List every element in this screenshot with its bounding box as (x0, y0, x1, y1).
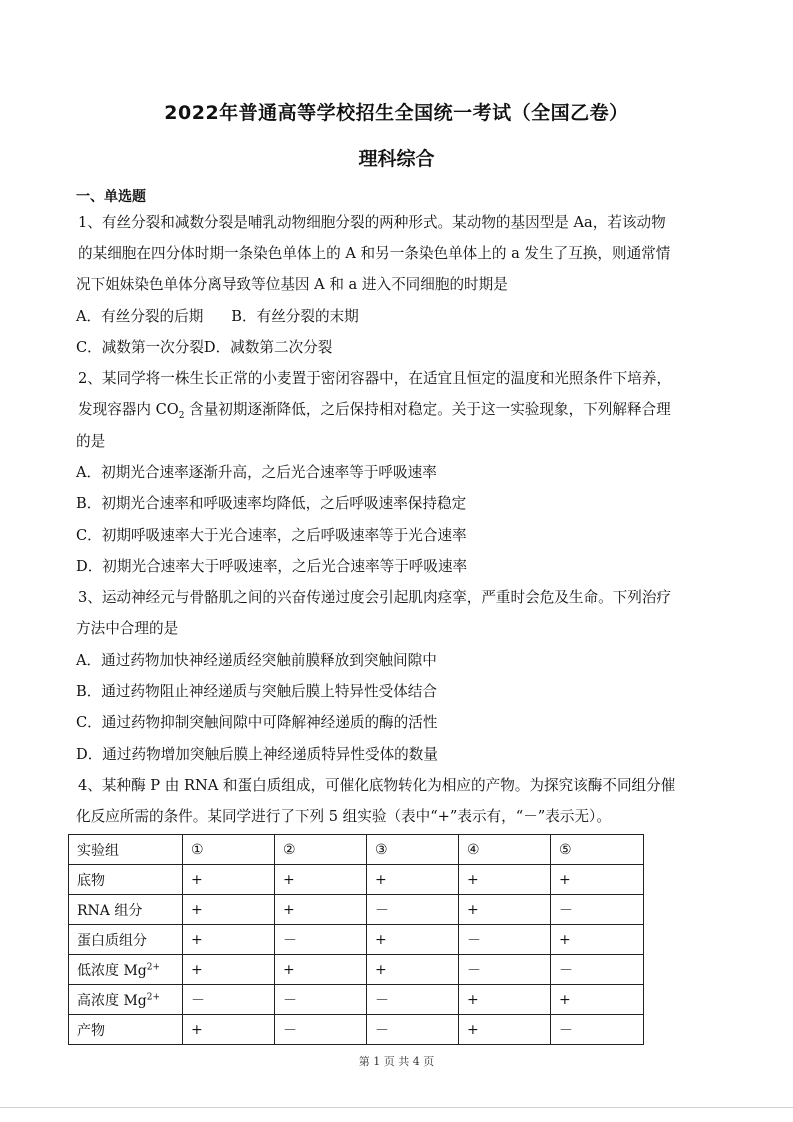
table-cell: + (275, 865, 367, 895)
table-header-cell: 实验组 (69, 835, 183, 865)
table-cell: + (183, 1015, 275, 1045)
table-header-cell: ② (275, 835, 367, 865)
exam-title: 2022年普通高等学校招生全国统一考试（全国乙卷） (164, 102, 629, 124)
row-label (69, 955, 183, 985)
table-cell: － (275, 925, 367, 955)
table-cell: + (551, 865, 644, 895)
q1-options-row2 (76, 338, 332, 358)
table-cell: － (367, 1015, 459, 1045)
table-cell: － (459, 925, 551, 955)
q2-stem-line2-post: 含量初期逐渐降低，之后保持相对稳定。关于这一实验现象，下列解释合理 (184, 401, 671, 418)
table-row (69, 985, 644, 1015)
table-cell: － (367, 985, 459, 1015)
q3-option-b[interactable]: B．通过药物阻止神经递质与突触后膜上特异性受体结合 (76, 683, 437, 700)
q2-stem-line2-pre: 发现容器内 CO (78, 401, 179, 418)
q2-stem-line1: 2、某同学将一株生长正常的小麦置于密闭容器中，在适宜且恒定的温度和光照条件下培养， (78, 370, 672, 387)
q4-stem-line2: 化反应所需的条件。某同学进行了下列 5 组实验（表中“+”表示有，“－”表示无）。 (76, 808, 611, 825)
q3-option-d[interactable]: D．通过药物增加突触后膜上神经递质特异性受体的数量 (76, 746, 438, 763)
table-header-cell: ⑤ (551, 835, 644, 865)
table-row (69, 955, 644, 985)
table-cell: + (367, 955, 459, 985)
table-header-row (69, 835, 644, 865)
table-cell: + (183, 955, 275, 985)
row-label-text: 产物 (77, 1022, 105, 1039)
table-cell: + (183, 925, 275, 955)
row-label (69, 1015, 183, 1045)
q2-option-c[interactable]: C．初期呼吸速率大于光合速率，之后呼吸速率等于光合速率 (76, 527, 467, 544)
experiment-table (68, 834, 644, 1045)
table-cell: － (275, 985, 367, 1015)
q2-stem-line2 (78, 400, 671, 426)
table-header-cell: ③ (367, 835, 459, 865)
q2-stem-line3: 的是 (76, 433, 106, 450)
table-cell: + (367, 865, 459, 895)
table-cell: + (367, 925, 459, 955)
q3-stem-line1: 3、运动神经元与骨骼肌之间的兴奋传递过度会引起肌肉痉挛，严重时会危及生命。下列治疗 (78, 589, 672, 606)
q2-option-a[interactable]: A．初期光合速率逐渐升高，之后光合速率等于呼吸速率 (76, 464, 437, 481)
q1-option-a[interactable]: A．有丝分裂的后期 (76, 308, 204, 325)
table-cell: + (275, 895, 367, 925)
row-label-sup: 2+ (146, 961, 161, 972)
q1-option-b[interactable]: B．有丝分裂的末期 (231, 308, 359, 325)
table-cell: － (367, 895, 459, 925)
q1-option-c[interactable]: C．减数第一次分裂 (76, 339, 204, 356)
q1-option-d[interactable]: D．减数第二次分裂 (203, 339, 333, 356)
table-row (69, 895, 644, 925)
table-cell: + (459, 865, 551, 895)
q2-co2-subscript: 2 (178, 410, 185, 421)
row-label-text: 蛋白质组分 (77, 932, 147, 949)
table-cell: － (275, 1015, 367, 1045)
row-label-text: 低浓度 Mg (77, 962, 147, 979)
q3-stem-line2: 方法中合理的是 (76, 620, 179, 637)
q2-option-d[interactable]: D．初期光合速率大于呼吸速率，之后光合速率等于呼吸速率 (76, 558, 468, 575)
row-label (69, 925, 183, 955)
table-cell: + (551, 925, 644, 955)
table-row (69, 925, 644, 955)
table-cell: + (275, 955, 367, 985)
table-cell: + (459, 895, 551, 925)
table-header-cell: ① (183, 835, 275, 865)
table-row (69, 865, 644, 895)
q1-stem-line3: 况下姐妹染色单体分离导致等位基因 A 和 a 进入不同细胞的时期是 (76, 276, 508, 293)
q3-option-a[interactable]: A．通过药物加快神经递质经突触前膜释放到突触间隙中 (76, 652, 437, 669)
section-heading: 一、单选题 (76, 189, 146, 205)
table-cell: + (459, 1015, 551, 1045)
q1-stem-line2: 的某细胞在四分体时期一条染色单体上的 A 和另一条染色单体上的 a 发生了互换，则通常情 (78, 245, 671, 262)
exam-subtitle: 理科综合 (358, 148, 435, 170)
table-cell: － (551, 895, 644, 925)
table-cell: + (551, 985, 644, 1015)
row-label-sup: 2+ (146, 991, 161, 1002)
q1-options-row1 (76, 307, 359, 327)
table-cell: + (183, 895, 275, 925)
row-label-text: RNA 组分 (77, 902, 143, 919)
table-header-cell: ④ (459, 835, 551, 865)
row-label-text: 高浓度 Mg (77, 992, 147, 1009)
table-cell: － (183, 985, 275, 1015)
q2-option-b[interactable]: B．初期光合速率和呼吸速率均降低，之后呼吸速率保持稳定 (76, 495, 467, 512)
table-cell: － (551, 955, 644, 985)
table-cell: + (459, 985, 551, 1015)
q3-option-c[interactable]: C．通过药物抑制突触间隙中可降解神经递质的酶的活性 (76, 714, 438, 731)
q4-stem-line1: 4、某种酶 P 由 RNA 和蛋白质组成，可催化底物转化为相应的产物。为探究该酶不同组分催 (78, 777, 676, 794)
row-label (69, 985, 183, 1015)
q1-stem-line1: 1、有丝分裂和减数分裂是哺乳动物细胞分裂的两种形式。某动物的基因型是 Aa，若该动物 (78, 214, 666, 231)
table-cell: － (459, 955, 551, 985)
table-row (69, 1015, 644, 1045)
page-divider (0, 1107, 793, 1108)
page-footer: 第 1 页 共 4 页 (358, 1055, 435, 1068)
row-label (69, 865, 183, 895)
row-label-text: 底物 (77, 872, 105, 889)
row-label (69, 895, 183, 925)
table-cell: + (183, 865, 275, 895)
table-cell: － (551, 1015, 644, 1045)
